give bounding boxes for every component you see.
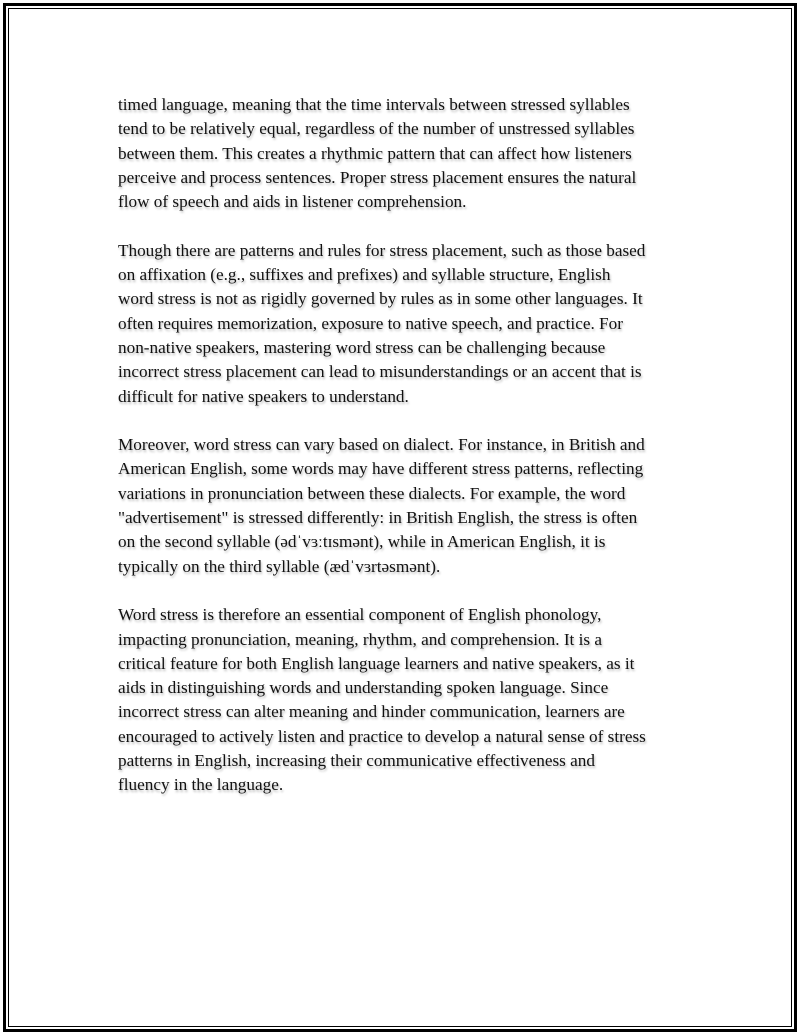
- paragraph-stress-rules: Though there are patterns and rules for stress placement, such as those based on affixation (e.g., suffixes and prefixes) and syllable structure, English word stress is not as rigidly governed by rules as in some other languages. It often requires memorization, exposure to native speech, and practice. For non-native speakers, mastering word stress can be challenging because incorrect stress placement can lead to misunderstandings or an accent that is difficult for native speakers to understand.: [118, 240, 646, 406]
- paragraph-isochrony: timed language, meaning that the time intervals between stressed syllables tend to be relatively equal, regardless of the number of unstressed syllables between them. This creates a rhythmic pattern that can affect how listeners perceive and process sentences. Proper stress placement ensures the natural flow of speech and aids in listener comprehension.: [118, 95, 637, 212]
- document-body: [118, 93, 698, 822]
- paragraph-dialect-variation: Moreover, word stress can vary based on dialect. For instance, in British and American English, some words may have different stress patterns, reflecting variations in pronunciation between these dialects. For example, the word "advertisement" is stressed differently: in British English, the stress is often on the second syllable (ədˈvɜːtɪsmənt), while in American English, it is typically on the third syllable (ædˈvɜrtəsmənt).: [118, 435, 645, 576]
- paragraph-conclusion: Word stress is therefore an essential component of English phonology, impacting pronunciation, meaning, rhythm, and comprehension. It is a critical feature for both English language learners and native speakers, as it aids in distinguishing words and understanding spoken language. Since incorrect stress can alter meaning and hinder communication, learners are encouraged to actively listen and practice to develop a natural sense of stress patterns in English, increasing their communicative effectiveness and fluency in the language.: [118, 605, 646, 795]
